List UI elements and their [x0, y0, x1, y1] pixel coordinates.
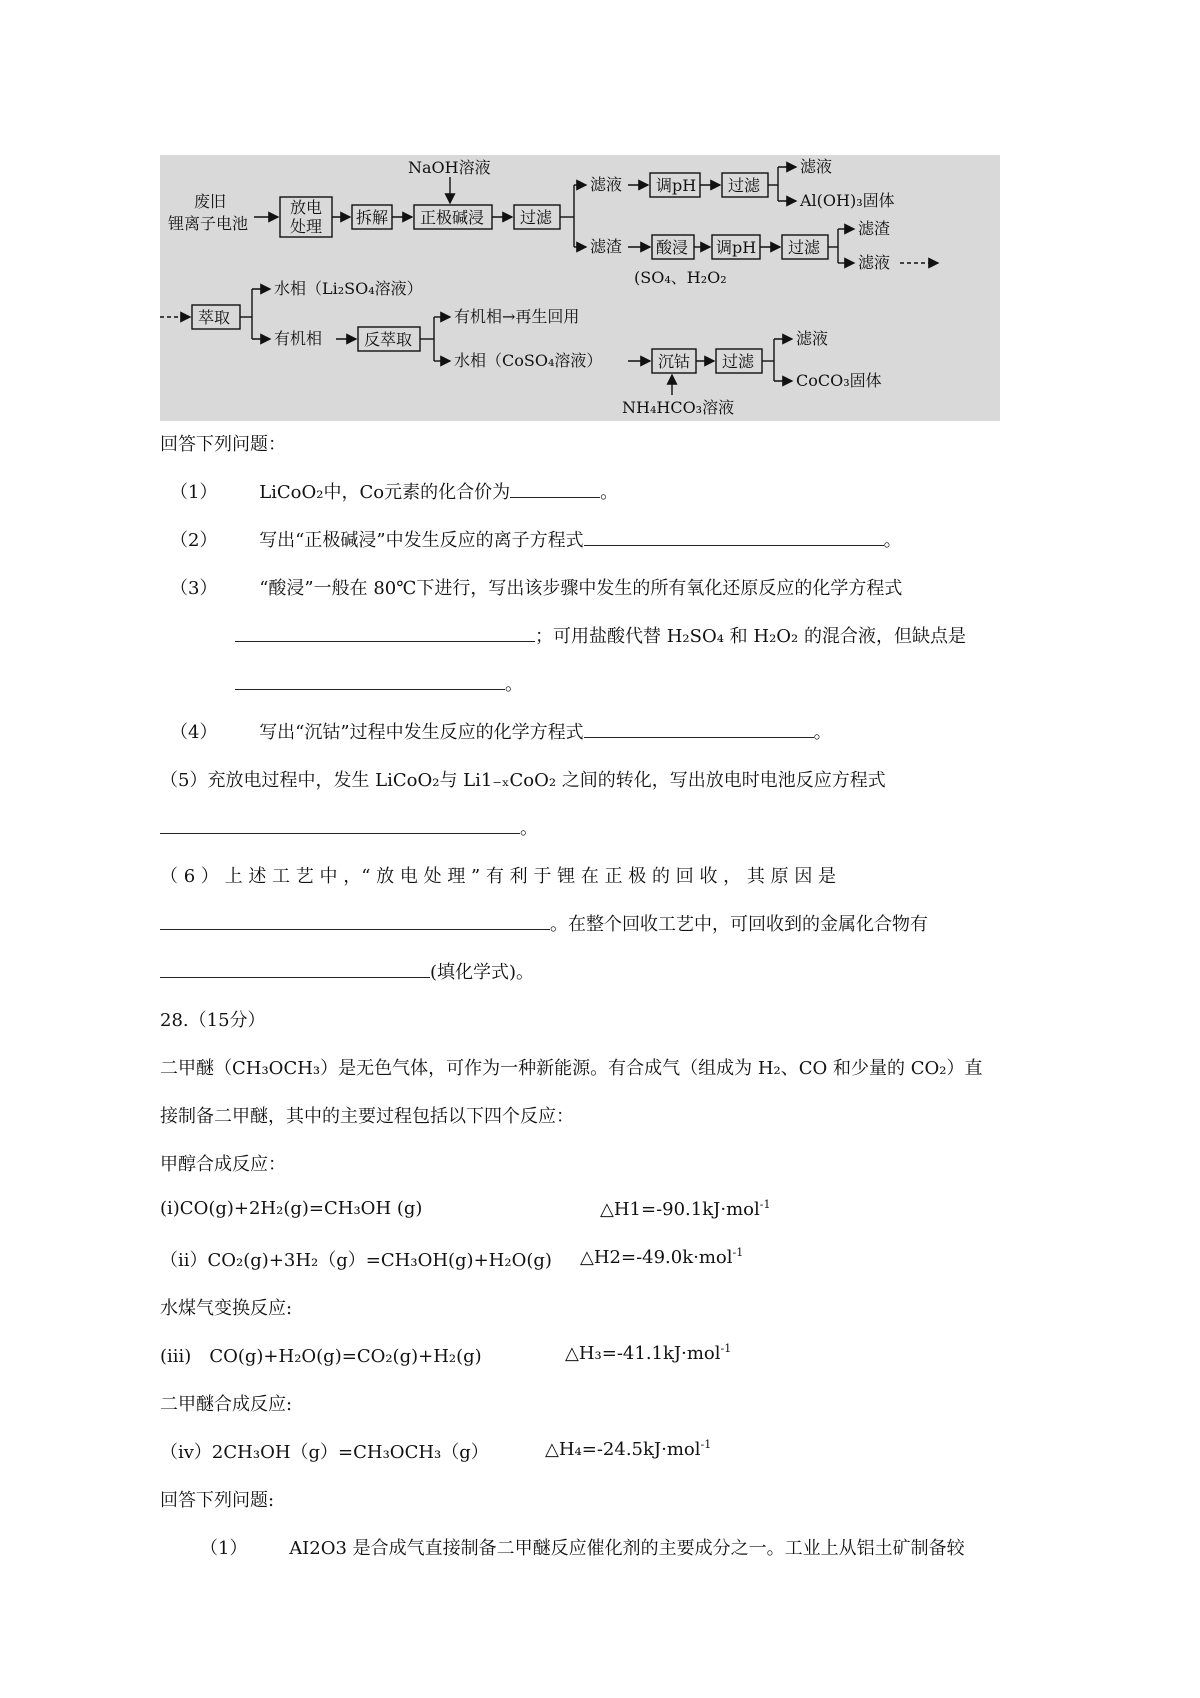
answer-blank[interactable]: [160, 915, 550, 930]
reaction-2-enthalpy: [580, 1246, 743, 1268]
reaction-1-enthalpy: [600, 1198, 770, 1220]
reagent-naoh: NaOH溶液: [408, 158, 491, 177]
process-flow-diagram: [160, 155, 1000, 421]
question-6: （ 6 ） 上 述 工 艺 中 ，“ 放 电 处 理 ” 有 利 于 锂 在 正 极 的 回 收 ， 其 原 因 是: [160, 866, 837, 887]
organic-phase: 有机相: [274, 329, 323, 348]
answer-blank[interactable]: [584, 531, 884, 546]
flowchart-svg: [160, 155, 1000, 421]
question-6-line-3: [160, 958, 534, 984]
q3-text-2: ；可用盐酸代替 H₂SO₄ 和 H₂O₂ 的混合液，但缺点是: [535, 626, 966, 647]
organic-recycle: 有机相→再生回用: [454, 307, 580, 326]
reaction-3-equation: (iii) CO(g)+H₂O(g)=CO₂(g)+H₂(g): [160, 1346, 482, 1367]
enthalpy-value: △H2=-49.0k·mol: [580, 1247, 733, 1268]
question-5: （5）充放电过程中，发生 LiCoO₂与 Li1₋ₓCoO₂ 之间的转化，写出放电时电池反应方程式: [160, 770, 886, 791]
enthalpy-value: △H₃=-41.1kJ·mol: [565, 1343, 721, 1364]
intro-text: 回答下列问题：: [160, 434, 286, 455]
question-1: [170, 478, 618, 504]
enthalpy-value: △H₄=-24.5kJ·mol: [545, 1439, 701, 1460]
out-residue: 滤渣: [858, 219, 891, 238]
q2-number: （2）: [170, 530, 218, 551]
answer-blank[interactable]: [235, 627, 535, 642]
answer-blank[interactable]: [160, 963, 430, 978]
reagent-nh4hco3: NH₄HCO₃溶液: [622, 398, 735, 417]
branch-residue: 滤渣: [590, 237, 623, 256]
heading-water-gas: 水煤气变换反应:: [160, 1298, 293, 1319]
out-filtrate-1: 滤液: [800, 157, 833, 176]
q28-1-number: （1）: [200, 1538, 248, 1559]
question-28-heading: 28.（15分）: [160, 1010, 266, 1031]
box-adjust-ph-1: 调pH: [656, 176, 697, 195]
source-label-2: 锂离子电池: [168, 214, 249, 233]
q3-text: “酸浸”一般在 80℃下进行，写出该步骤中发生的所有氧化还原反应的化学方程式: [259, 578, 903, 599]
enthalpy-value: △H1=-90.1kJ·mol: [600, 1199, 760, 1220]
intro-text-2: 回答下列问题:: [160, 1490, 275, 1511]
out-coco3: CoCO₃固体: [796, 371, 882, 390]
paragraph-1: 二甲醚（CH₃OCH₃）是无色气体，可作为一种新能源。有合成气（组成为 H₂、CO 和少量的 CO₂）直: [160, 1058, 983, 1079]
box-filter-3: 过滤: [788, 238, 821, 257]
box-filter-4: 过滤: [722, 352, 755, 371]
reaction-2-equation: （ii）CO₂(g)+3H₂（g）=CH₃OH(g)+H₂O(g): [160, 1250, 552, 1271]
box-acid-leach: 酸浸: [656, 238, 689, 257]
reaction-3: [160, 1342, 732, 1368]
q6-end: (填化学式)。: [430, 962, 535, 983]
q3-number: （3）: [170, 578, 218, 599]
reaction-1-equation: (i)CO(g)+2H₂(g)=CH₃OH (g): [160, 1198, 423, 1219]
aqueous-coso4: 水相（CoSO₄溶液）: [454, 351, 603, 370]
box-back-extraction: 反萃取: [364, 330, 413, 349]
box-discharge-2: 处理: [290, 217, 323, 236]
q1-text: LiCoO₂中，Co元素的化合价为: [259, 482, 511, 503]
question-3-line-2: [235, 622, 966, 648]
source-label-1: 废旧: [194, 192, 227, 211]
question-2: [170, 526, 902, 552]
box-filter-1: 过滤: [520, 208, 553, 227]
box-alkali-leach: 正极碱浸: [420, 208, 485, 227]
question-3-line-3: [235, 670, 523, 696]
q4-text: 写出“沉钴”过程中发生反应的化学方程式: [259, 722, 584, 743]
exponent: -1: [732, 1246, 744, 1259]
paragraph-2: 接制备二甲醚，其中的主要过程包括以下四个反应：: [160, 1106, 574, 1127]
question-4: [170, 718, 832, 744]
answer-blank[interactable]: [160, 819, 520, 834]
heading-methanol: 甲醇合成反应：: [160, 1154, 286, 1175]
answer-blank[interactable]: [510, 483, 600, 498]
reaction-4-equation: （iv）2CH₃OH（g）=CH₃OCH₃（g）: [160, 1442, 489, 1463]
box-precipitate-co: 沉钴: [658, 352, 691, 371]
exponent: -1: [759, 1198, 771, 1211]
question-6-line-2: [160, 910, 928, 936]
aqueous-li2so4: 水相（Li₂SO₄溶液）: [274, 279, 423, 298]
question-5-line-2: [160, 814, 538, 840]
q4-end: 。: [813, 722, 832, 743]
q5-end: 。: [520, 818, 538, 839]
q2-text: 写出“正极碱浸”中发生反应的离子方程式: [259, 530, 584, 551]
branch-filtrate: 滤液: [590, 175, 623, 194]
answer-blank[interactable]: [235, 675, 505, 690]
out-filtrate-2: 滤液: [858, 253, 891, 272]
q28-1-text: AI2O3 是合成气直接制备二甲醚反应催化剂的主要成分之一。工业上从铝土矿制备较: [289, 1538, 965, 1559]
question-3: [170, 574, 902, 600]
q2-end: 。: [883, 530, 902, 551]
reaction-4-enthalpy: [545, 1438, 711, 1460]
q4-number: （4）: [170, 722, 218, 743]
question-28-1: [200, 1534, 965, 1560]
heading-dme: 二甲醚合成反应:: [160, 1394, 293, 1415]
box-dismantle: 拆解: [356, 208, 389, 227]
q3-end: 。: [505, 674, 523, 695]
out-filtrate-3: 滤液: [796, 329, 829, 348]
reaction-2: [160, 1246, 744, 1272]
q1-number: （1）: [170, 482, 218, 503]
reagent-acid: (SO₄、H₂O₂: [634, 268, 727, 287]
box-discharge-1: 放电: [290, 198, 323, 217]
reaction-4: [160, 1438, 712, 1464]
out-aloh3: Al(OH)₃固体: [800, 191, 895, 210]
q6-text-2: 。在整个回收工艺中，可回收到的金属化合物有: [550, 914, 928, 935]
exponent: -1: [700, 1438, 712, 1451]
box-adjust-ph-2: 调pH: [716, 238, 757, 257]
reaction-3-enthalpy: [565, 1342, 731, 1364]
q1-end: 。: [600, 482, 619, 503]
box-filter-2: 过滤: [728, 176, 761, 195]
reaction-1: [160, 1198, 771, 1220]
box-extraction: 萃取: [198, 308, 231, 327]
exponent: -1: [720, 1342, 732, 1355]
answer-blank[interactable]: [584, 723, 814, 738]
